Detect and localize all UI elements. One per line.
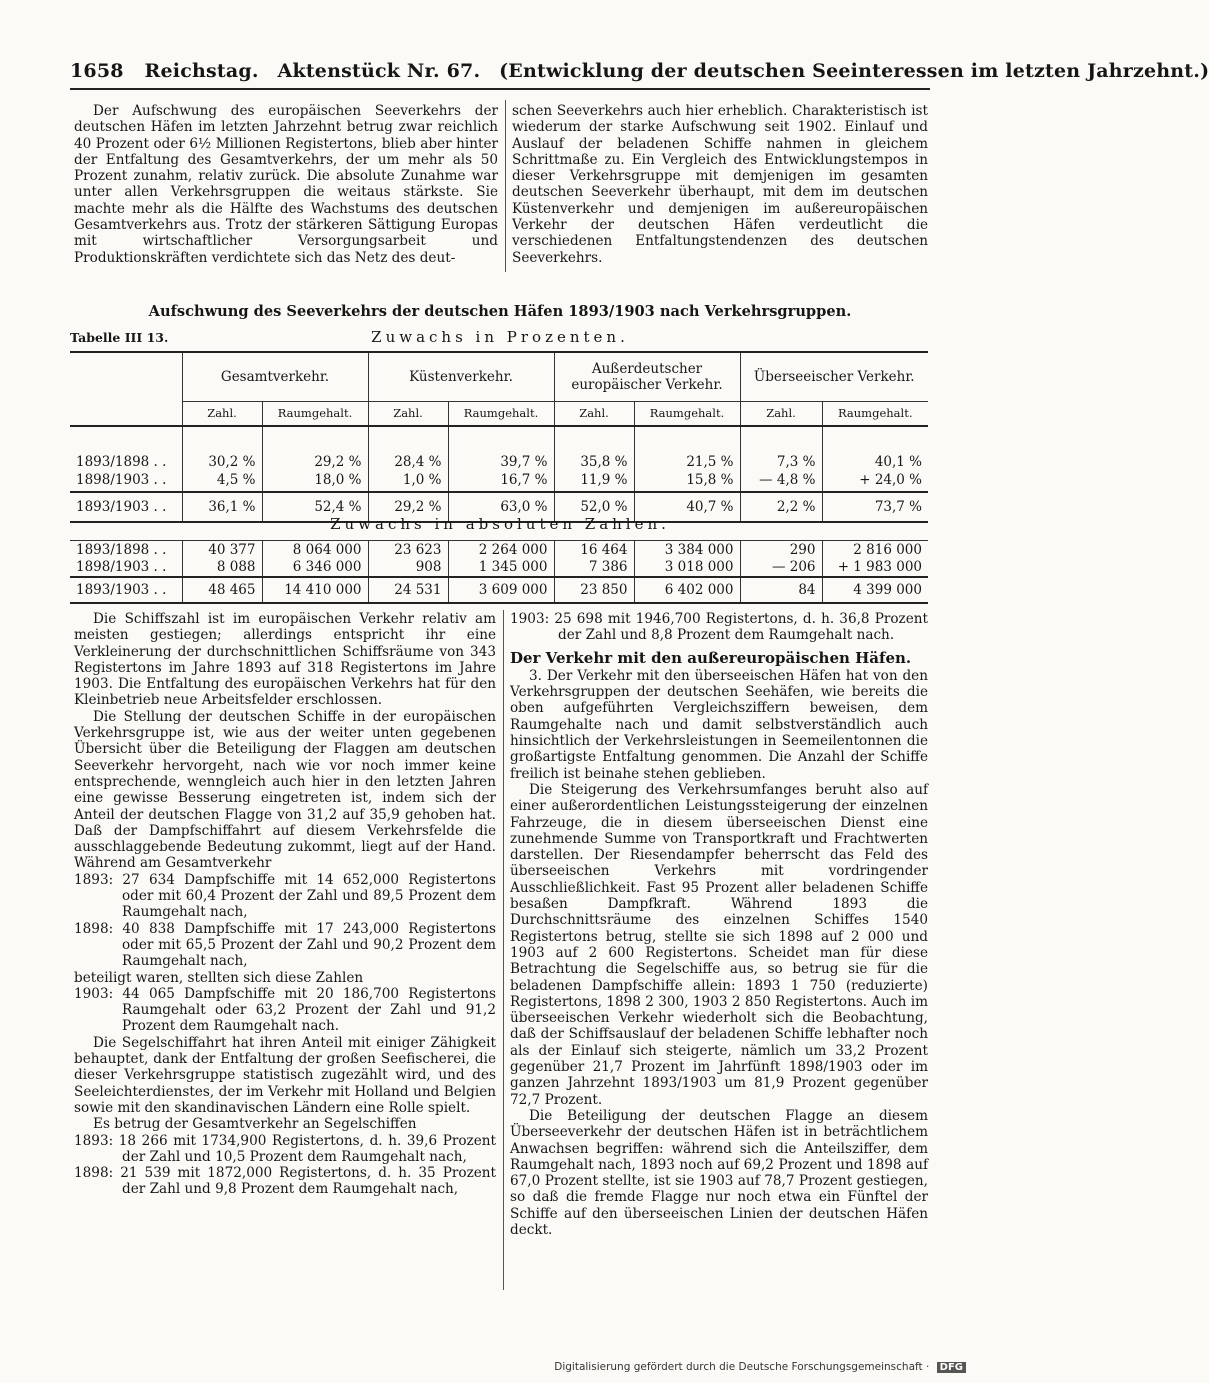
table-label: Tabelle III 13.: [70, 330, 169, 345]
table-row: 1898/1903 . . 8 088 6 346 000 908 1 345 000 7 386 3 018 000 — 206 + 1 983 000: [70, 559, 928, 577]
header-rule: [70, 88, 930, 90]
column-divider: [503, 610, 504, 1290]
bottom-left-column: [74, 611, 496, 1198]
column-divider: [505, 100, 506, 272]
table-row-total: 1893/1903 . . 36,1 % 52,4 % 29,2 % 63,0 % 52,0 % 40,7 % 2,2 % 73,7 %: [70, 492, 928, 522]
subheader-raum: Raumgehalt.: [262, 402, 368, 426]
header-document: Aktenstück Nr. 67.: [277, 60, 481, 82]
list-item: 1898: 40 838 Dampfschiffe mit 17 243,000 Registertons oder mit 65,5 Prozent der Zahl und 90,2 Prozent dem Raumgehalt nach,: [74, 920, 496, 970]
section-heading: Der Verkehr mit den außereuropäischen Häfen.: [510, 648, 912, 667]
table-corner: [70, 352, 182, 426]
paragraph: Die Beteiligung der deutschen Flagge an diesem Überseeverkehr der deutschen Häfen ist in beträchtlichem Anwachsen begriffen: während sich die Anteilsziffer, dem Raumgehalt nach, 1893 noch auf 69,2 Prozent und 1898 auf 67,0 Prozent stellte, ist sie 1903 auf 78,7 Prozent gestiegen, so daß die fremde Flagge nur noch etwa ein Fünftel der Schiffe auf den überseeischen Linien der deutschen Häfen deckt.: [510, 1107, 928, 1238]
group-header: Überseeischer Verkehr.: [740, 352, 928, 402]
table-percent: [70, 351, 928, 523]
page-header: [70, 60, 1209, 82]
subheader-zahl: Zahl.: [740, 402, 822, 426]
subheader-zahl: Zahl.: [554, 402, 634, 426]
subheader-raum: Raumgehalt.: [822, 402, 928, 426]
paragraph: Die Segelschiffahrt hat ihren Anteil mit einiger Zähigkeit behauptet, dank der Entfaltung der großen Seefischerei, die dieser Verkehrsgruppe statistisch zugezählt wird, und des Seeleichterdienstes, der im Verkehr mit Holland und Belgien sowie mit den skandinavischen Ländern eine Rolle spielt.: [74, 1034, 496, 1116]
page-number: 1658: [70, 60, 124, 82]
table-subtitle-absolute: Zuwachs in absoluten Zahlen.: [330, 515, 670, 533]
table-subtitle-percent: Zuwachs in Prozenten.: [371, 328, 629, 346]
list-item: 1903: 25 698 mit 1946,700 Registertons, d. h. 36,8 Prozent der Zahl und 8,8 Prozent dem Raumgehalt nach.: [510, 611, 928, 644]
paragraph: Die Steigerung des Verkehrsumfanges beruht also auf einer außerordentlichen Leistungssteigerung der einzelnen Fahrzeuge, die in diesem überseeischen Dienst eine zunehmende Summe von Transportkraft und Frachtwerten darstellen. Der Riesendampfer beherrscht das Feld des überseeischen Verkehrs mit vordringender Ausschließlichkeit. Fast 95 Prozent aller beladenen Schiffe besaßen Dampfkraft. Während 1893 die Durchschnittsräume des einzelnen Schiffes 1540 Registertons betrug, stellte sie sich 1898 auf 2 000 und 1903 auf 2 600 Registertons. Scheidet man für diese Betrachtung die Segelschiffe aus, so betrug sie für die beladenen Dampfschiffe allein: 1893 1 750 (reduzierte) Registertons, 1898 2 300, 1903 2 850 Registertons. Auch im überseeischen Verkehr wiederholt sich die Beobachtung, daß der Schiffsauslauf der beladenen Schiffe lebhafter noch als der Einlauf sich steigerte, nämlich um 33,2 Prozent gegenüber 21,7 Prozent im Jahrfünft 1898/1903 oder im ganzen Jahrzehnt 1893/1903 um 81,9 Prozent gegenüber 72,7 Prozent.: [510, 781, 928, 1108]
group-header: Außerdeutscher europäischer Verkehr.: [554, 352, 740, 402]
top-left-column: [74, 103, 498, 266]
table-absolute: [70, 540, 928, 604]
subheader-raum: Raumgehalt.: [634, 402, 740, 426]
paragraph: Es betrug der Gesamtverkehr an Segelschiffen: [93, 1116, 417, 1133]
header-title: (Entwicklung der deutschen Seeinteressen im letzten Jahrzehnt.): [499, 60, 1209, 82]
top-right-paragraph: schen Seeverkehrs auch hier erheblich. Charakteristisch ist wiederum der starke Aufschwung seit 1902. Einlauf und Auslauf der beladenen Schiffe nahmen in gleichem Schrittmaße zu. Ein Vergleich des Entwicklungstempos in dieser Verkehrsgruppe mit demjenigen im gesamten deutschen Seeverkehr überhaupt, mit dem im deutschen Küstenverkehr und demjenigen im außereuropäischen Verkehr der deutschen Häfen verdeutlicht die verschiedenen Entfaltungstendenzen des deutschen Seeverkehrs.: [512, 103, 928, 266]
group-header: Küstenverkehr.: [368, 352, 554, 402]
footer-credit: [554, 1361, 966, 1373]
list-item: 1893: 18 266 mit 1734,900 Registertons, d. h. 39,6 Prozent der Zahl und 10,5 Prozent dem Raumgehalt nach,: [74, 1132, 496, 1165]
footer-text: Digitalisierung gefördert durch die Deutsche Forschungsgemeinschaft ·: [554, 1361, 930, 1373]
table-row: 1898/1903 . . 4,5 % 18,0 % 1,0 % 16,7 % 11,9 % 15,8 % — 4,8 % + 24,0 %: [70, 470, 928, 492]
paragraph: 3. Der Verkehr mit den überseeischen Häfen hat von den Verkehrsgruppen der deutschen Seehäfen, wie bereits die oben aufgeführten Vergleichsziffern beweisen, dem Raumgehalte nach und damit selbstverständlich auch hinsichtlich der Verkehrsleistungen in Seemeilentonnen die großartigste Entfaltung genommen. Die Anzahl der Schiffe freilich ist beinahe stehen geblieben.: [510, 667, 928, 782]
header-section: Reichstag.: [144, 60, 259, 82]
group-header: Gesamtverkehr.: [182, 352, 368, 402]
list-item: 1893: 27 634 Dampfschiffe mit 14 652,000 Registertons oder mit 60,4 Prozent der Zahl und 89,5 Prozent dem Raumgehalt nach,: [74, 871, 496, 921]
subheader-zahl: Zahl.: [368, 402, 448, 426]
table-row: 1893/1898 . . 40 377 8 064 000 23 623 2 264 000 16 464 3 384 000 290 2 816 000: [70, 541, 928, 559]
table-row-total: 1893/1903 . . 48 465 14 410 000 24 531 3 609 000 23 850 6 402 000 84 4 399 000: [70, 577, 928, 603]
top-right-column: [512, 103, 928, 266]
table-title: Aufschwung des Seeverkehrs der deutschen Häfen 1893/1903 nach Verkehrsgruppen.: [148, 303, 852, 320]
table-row: 1893/1898 . . 30,2 % 29,2 % 28,4 % 39,7 % 35,8 % 21,5 % 7,3 % 40,1 %: [70, 454, 928, 470]
dfg-logo: DFG: [937, 1362, 966, 1373]
subheader-zahl: Zahl.: [182, 402, 262, 426]
paragraph: Die Schiffszahl ist im europäischen Verkehr relativ am meisten gestiegen; allerdings entspricht ihr eine Verkleinerung der durchschnittlichen Schiffsräume von 343 Registertons im Jahre 1893 auf 318 Registertons im Jahre 1903. Die Entfaltung des europäischen Verkehrs hat für den Kleinbetrieb neue Arbeitsfelder erschlossen.: [74, 611, 496, 709]
list-item: 1898: 21 539 mit 1872,000 Registertons, d. h. 35 Prozent der Zahl und 9,8 Prozent dem Raumgehalt nach,: [74, 1165, 496, 1198]
paragraph: beteiligt waren, stellten sich diese Zahlen: [74, 969, 364, 986]
bottom-right-column: [510, 611, 928, 1238]
paragraph: Die Stellung der deutschen Schiffe in der europäischen Verkehrsgruppe ist, wie aus der weiter unten gegebenen Übersicht über die Beteiligung der Flaggen am deutschen Seeverkehr hervorgeht, nach wie vor noch immer keine entsprechende, wenngleich auch hier in den letzten Jahren eine gewisse Besserung eingetreten ist, indem sich der Anteil der deutschen Flagge von 31,2 auf 35,9 gehoben hat. Daß der Dampfschiffahrt auf diesem Verkehrsfelde die ausschlaggebende Bedeutung zukommt, liegt auf der Hand. Während am Gesamtverkehr: [74, 708, 496, 872]
list-item: 1903: 44 065 Dampfschiffe mit 20 186,700 Registertons Raumgehalt oder 63,2 Prozent der Zahl und 91,2 Prozent dem Raumgehalt nach.: [74, 985, 496, 1035]
subheader-raum: Raumgehalt.: [448, 402, 554, 426]
top-left-paragraph: Der Aufschwung des europäischen Seeverkehrs der deutschen Häfen im letzten Jahrzehnt betrug zwar reichlich 40 Prozent oder 6½ Millionen Registertons, blieb aber hinter der Entfaltung des Gesamtverkehrs, der um mehr als 50 Prozent zunahm, relativ zurück. Die absolute Zunahme war unter allen Verkehrsgruppen die weitaus stärkste. Sie machte mehr als die Hälfte des Wachstums des deutschen Gesamtverkehrs aus. Trotz der stärkeren Sättigung Europas mit wirtschaftlicher Versorgungsarbeit und Produktionskräften verdichtete sich das Netz des deut-: [74, 103, 498, 266]
